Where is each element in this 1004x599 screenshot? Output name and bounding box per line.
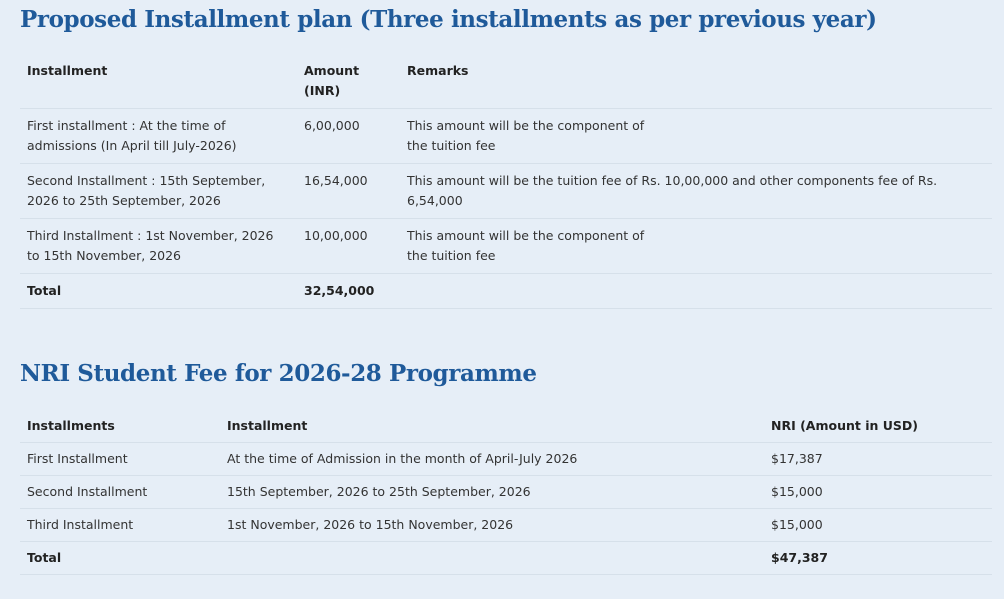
table-row xyxy=(20,443,992,476)
header-amount xyxy=(297,54,400,109)
remarks-text: This amount will be the tuition fee of Rs. 10,00,000 and other components fee of Rs. 6,54,000 xyxy=(407,173,938,208)
remarks-text: This amount will be the component of the tuition fee xyxy=(407,228,645,263)
header-installment: Installment xyxy=(20,54,297,109)
remarks-text: This amount will be the component of the tuition fee xyxy=(407,118,645,153)
total-amount: 32,54,000 xyxy=(297,274,400,309)
row-installments: First Installment xyxy=(20,443,220,476)
installment-text: First installment : At the time of admissions (In April till July-2026) xyxy=(27,118,237,153)
table-row xyxy=(20,109,992,164)
row-installment xyxy=(20,109,297,164)
row-amount: $17,387 xyxy=(764,443,992,476)
total-amount: $47,387 xyxy=(764,542,992,575)
total-remarks-empty xyxy=(400,274,992,309)
table-row xyxy=(20,509,992,542)
row-installments: Third Installment xyxy=(20,509,220,542)
header-installments: Installments xyxy=(20,410,220,443)
row-remarks xyxy=(400,219,992,274)
row-amount: 10,00,000 xyxy=(297,219,400,274)
row-amount: 16,54,000 xyxy=(297,164,400,219)
row-installment: 15th September, 2026 to 25th September, 2026 xyxy=(220,476,764,509)
row-installment: 1st November, 2026 to 15th November, 2026 xyxy=(220,509,764,542)
total-label: Total xyxy=(20,274,297,309)
section-title-nri-fee: NRI Student Fee for 2026-28 Programme xyxy=(20,360,537,387)
row-amount: 6,00,000 xyxy=(297,109,400,164)
header-nri-amount: NRI (Amount in USD) xyxy=(764,410,992,443)
installment-text: Second Installment : 15th September, 2026 to 25th September, 2026 xyxy=(27,173,266,208)
row-amount: $15,000 xyxy=(764,476,992,509)
header-installment: Installment xyxy=(220,410,764,443)
table-header-row xyxy=(20,410,992,443)
row-remarks xyxy=(400,109,992,164)
table-header-row xyxy=(20,54,992,109)
total-row xyxy=(20,542,992,575)
installment-plan-table xyxy=(20,54,992,309)
section-title-installment-plan: Proposed Installment plan (Three installments as per previous year) xyxy=(20,6,877,33)
total-row xyxy=(20,274,992,309)
header-amount-label: Amount (INR) xyxy=(304,63,360,98)
installment-text: Third Installment : 1st November, 2026 to 15th November, 2026 xyxy=(27,228,274,263)
row-installment xyxy=(20,219,297,274)
row-installment: At the time of Admission in the month of April-July 2026 xyxy=(220,443,764,476)
row-remarks xyxy=(400,164,992,219)
table-row xyxy=(20,476,992,509)
table-row xyxy=(20,164,992,219)
nri-fee-table xyxy=(20,410,992,575)
row-installment xyxy=(20,164,297,219)
header-remarks: Remarks xyxy=(400,54,992,109)
total-label: Total xyxy=(20,542,220,575)
table-row xyxy=(20,219,992,274)
total-installment-empty xyxy=(220,542,764,575)
row-installments: Second Installment xyxy=(20,476,220,509)
row-amount: $15,000 xyxy=(764,509,992,542)
